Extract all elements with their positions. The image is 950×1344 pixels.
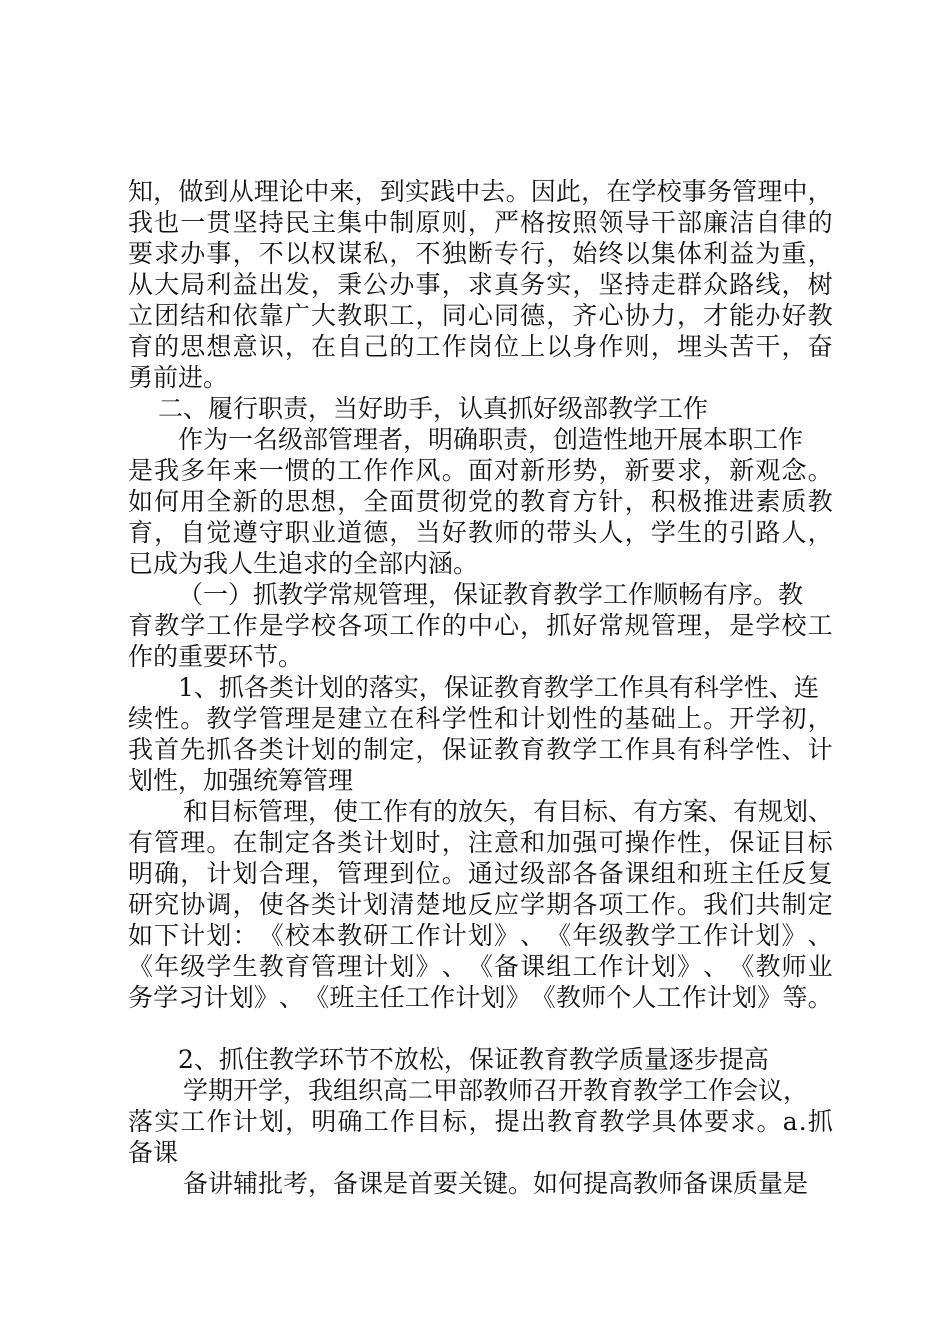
- text-line: 勇前进。: [128, 363, 229, 392]
- text-line: 研 究 协 调 ， 使 各 类 计 划 清 楚 地 反 应 学 期 各 项 工 作 。 我 们 共 制 定: [128, 890, 833, 919]
- list-item-heading: 2、抓住教学环节不放松，保证教育教学质量逐步提高: [178, 1045, 769, 1074]
- list-item-heading: 1、抓各类计划的落实，保证教育教学工作具有科学性、连: [178, 673, 819, 702]
- text-line: 务 学 习 计 划 》 、 《 班 主 任 工 作 计 划 》 《 教 师 个 人 工 作 计 划 》 等 。: [128, 983, 833, 1012]
- text-line: 明 确 ， 计 划 合 理 ， 管 理 到 位 。 通 过 级 部 各 备 课 组 和 班 主 任 反 复: [128, 859, 833, 888]
- text-line: 备讲辅批考，备课是首要关键。如何提高教师备课质量是: [183, 1169, 809, 1198]
- text-line: 从 大 局 利 益 出 发 ， 秉 公 办 事 ， 求 真 务 实 ， 坚 持 走 群 众 路 线 ， 树: [128, 270, 833, 299]
- text-line: 育 教 学 工 作 是 学 校 各 项 工 作 的 中 心 ， 抓 好 常 规 管 理 ， 是 学 校 工: [128, 611, 833, 640]
- text-line: 《 年 级 学 生 教 育 管 理 计 划 》 、 《 备 课 组 工 作 计 划 》 、 《 教 师 业: [128, 952, 833, 981]
- text-line: 划性，加强统筹管理: [128, 766, 354, 795]
- text-line: 育 的 思 想 意 识 ， 在 自 己 的 工 作 岗 位 上 以 身 作 则 ， 埋 头 苦 干 ， 奋: [128, 332, 833, 361]
- section-heading: 二、履行职责，当好助手，认真抓好级部教学工作: [158, 394, 709, 423]
- text-line: 知 ， 做 到 从 理 论 中 来 ， 到 实 践 中 去 。 因 此 ， 在 学 校 事 务 管 理 中 ，: [128, 177, 833, 206]
- text-line: 我 也 一 贯 坚 持 民 主 集 中 制 原 则 ， 严 格 按 照 领 导 干 部 廉 洁 自 律 的: [128, 208, 833, 237]
- subsection-heading: （一）抓教学常规管理，保证教育教学工作顺畅有序。教: [178, 580, 804, 609]
- text-line: 和目标管理，使工作有的放矢，有目标、有方案、有规划、: [183, 797, 834, 826]
- text-line: 是 我 多 年 来 一 惯 的 工 作 作 风 。 面 对 新 形 势 ， 新 要 求 ， 新 观 念 。: [128, 456, 833, 485]
- text-line: 如 下 计 划 ： 《 校 本 教 研 工 作 计 划 》 、 《 年 级 教 学 工 作 计 划 》 、: [128, 921, 833, 950]
- text-line: 备课: [128, 1138, 179, 1167]
- text-line: 学期开学，我组织高二甲部教师召开教育教学工作会议，: [183, 1076, 809, 1105]
- text-line: 如 何 用 全 新 的 思 想 ， 全 面 贯 彻 党 的 教 育 方 针 ， 积 极 推 进 素 质 教: [128, 487, 833, 516]
- text-line: 续 性 。 教 学 管 理 是 建 立 在 科 学 性 和 计 划 性 的 基 础 上 。 开 学 初 ，: [128, 704, 833, 733]
- text-line: 育 ， 自 觉 遵 守 职 业 道 德 ， 当 好 教 师 的 带 头 人 ， 学 生 的 引 路 人 ，: [128, 518, 833, 547]
- text-line: 我 首 先 抓 各 类 计 划 的 制 定 ， 保 证 教 育 教 学 工 作 具 有 科 学 性 、 计: [128, 735, 833, 764]
- text-line: 作为一名级部管理者，明确职责，创造性地开展本职工作: [178, 425, 804, 454]
- text-line: 作的重要环节。: [128, 642, 304, 671]
- document-body: [128, 176, 833, 1199]
- blank-line: [128, 1013, 833, 1044]
- text-line: 要 求 办 事 ， 不 以 权 谋 私 ， 不 独 断 专 行 ， 始 终 以 集 体 利 益 为 重 ，: [128, 239, 833, 268]
- text-line: 立 团 结 和 依 靠 广 大 教 职 工 ， 同 心 同 德 ， 齐 心 协 力 ， 才 能 办 好 教: [128, 301, 833, 330]
- text-line: 落 实 工 作 计 划 ， 明 确 工 作 目 标 ， 提 出 教 育 教 学 具 体 要 求 。 a . 抓: [128, 1107, 833, 1136]
- text-line: 已成为我人生追求的全部内涵。: [128, 549, 479, 578]
- text-line: 有 管 理 。 在 制 定 各 类 计 划 时 ， 注 意 和 加 强 可 操 作 性 ， 保 证 目 标: [128, 828, 833, 857]
